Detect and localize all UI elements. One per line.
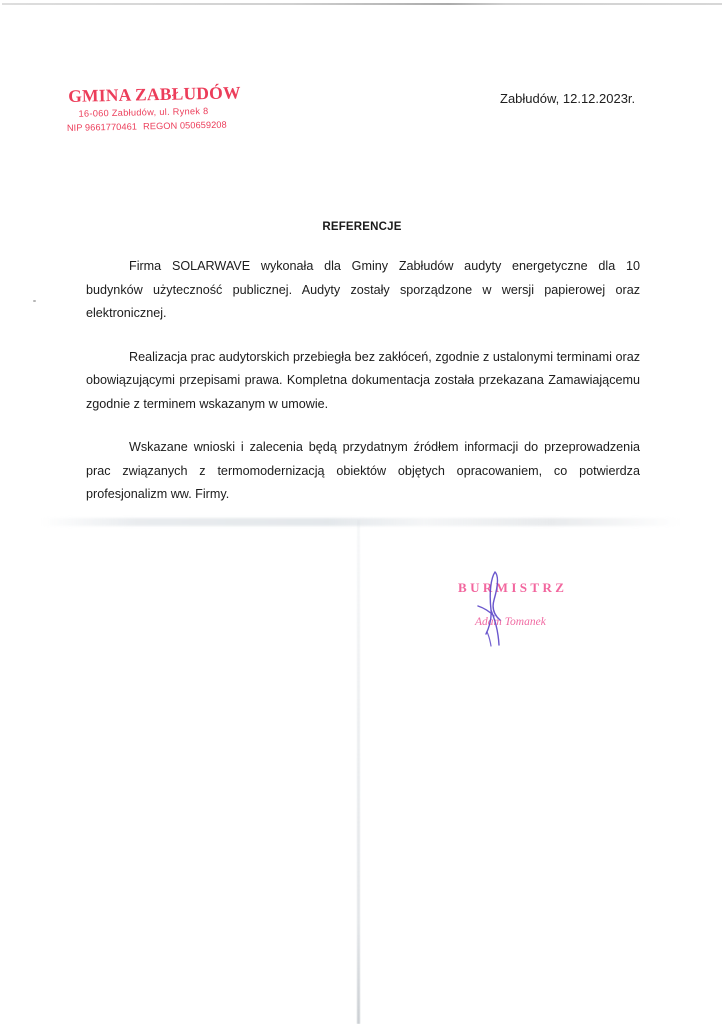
letterhead-address: 16-060 Zabłudów, ul. Rynek 8 — [78, 106, 209, 119]
scan-edge-line — [2, 3, 722, 5]
signature-title: BURMISTRZ — [458, 580, 568, 595]
letterhead-regon: REGON 050659208 — [142, 119, 227, 132]
paragraph-1: Firma SOLARWAVE wykonała dla Gminy Zabłudów audyty energetyczne dla 10 budynków użyteczność publicznej. Audyty zostały sporządzone w wersji papierowej oraz elektronicznej. — [86, 259, 640, 320]
signature-name: Adam Tomanek — [475, 616, 546, 628]
letterhead-stamp — [66, 82, 267, 134]
letterhead-ids — [67, 118, 267, 134]
paper-fold-vertical — [357, 520, 360, 1024]
scan-speck — [33, 300, 36, 302]
document-title: REFERENCJE — [322, 221, 402, 233]
document-body — [86, 255, 640, 527]
letterhead-nip: NIP 9661770461 — [66, 121, 138, 133]
signature-stamp — [458, 570, 588, 650]
paragraph-2: Realizacja prac audytorskich przebiegła bez zakłóceń, zgodnie z ustalonymi terminami oraz obowiązującymi przepisami prawa. Kompletna dokumentacja została przekazana Zamawiającemu zgodnie z terminem wskazanym w umowie. — [86, 349, 640, 411]
paragraph-3: Wskazane wnioski i zalecenia będą przydatnym źródłem informacji do przeprowadzenia prac związanych z termomodernizacją obiektów objętych opracowaniem, co potwierdza profesjonalizm ww. Firmy. — [86, 440, 640, 501]
letterhead-name: GMINA ZABŁUDÓW — [67, 82, 241, 106]
date-line: Zabłudów, 12.12.2023r. — [500, 91, 636, 106]
